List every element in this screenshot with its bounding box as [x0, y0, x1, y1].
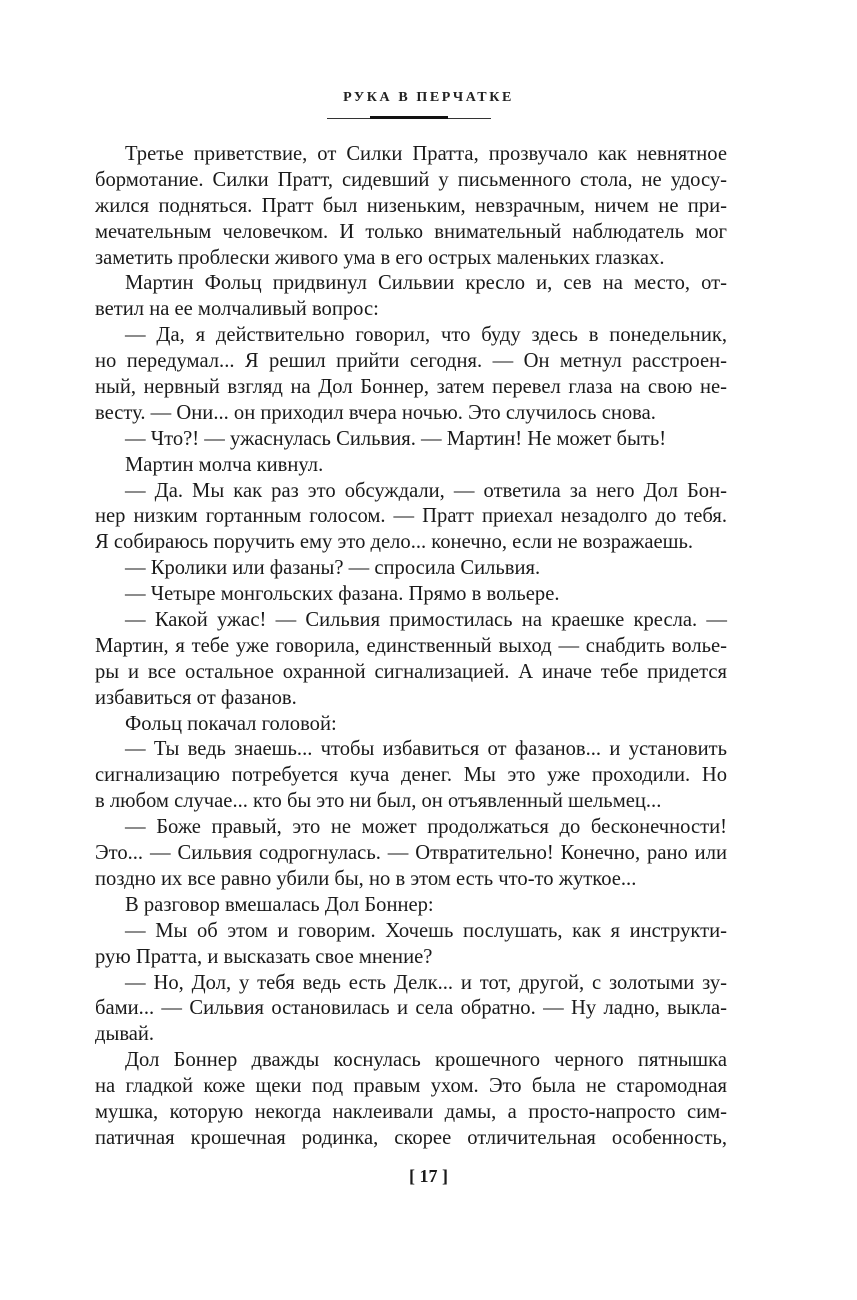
text-line: — Боже правый, это не может продолжаться до бесконечности! — [125, 816, 727, 839]
text-line: рую Пратта, и высказать свое мнение? — [95, 945, 433, 968]
text-line: заметить проблески живого ума в его острых маленьких глазках. — [95, 246, 665, 269]
page-number: [ 17 ] — [409, 1166, 448, 1186]
text-line: мушка, которую некогда наклеивали дамы, а просто-напросто сим- — [95, 1100, 727, 1123]
text-line: — Что?! — ужаснулась Сильвия. — Мартин! Не может быть! — [125, 427, 667, 450]
text-line: но передумал... Я решил прийти сегодня. — Он метнул расстроен- — [95, 350, 727, 373]
text-line: — Мы об этом и говорим. Хочешь послушать, как я инструкти- — [125, 919, 727, 942]
text-line: — Да. Мы как раз это обсуждали, — ответила за него Дол Бон- — [125, 479, 727, 502]
text-line: Это... — Сильвия содрогнулась. — Отвратительно! Конечно, рано или — [95, 842, 727, 865]
text-line: бормотание. Силки Пратт, сидевший у письменного стола, не удосу- — [95, 168, 727, 191]
text-line: Третье приветствие, от Силки Пратта, прозвучало как невнятное — [125, 143, 727, 165]
text-line: на гладкой коже щеки под правым ухом. Это была не старомодная — [95, 1075, 727, 1098]
text-line: бами... — Сильвия остановилась и села обратно. — Ну ладно, выкла- — [95, 997, 727, 1020]
text-line: патичная крошечная родинка, скорее отличительная особенность, — [95, 1126, 727, 1149]
text-line: избавиться от фазанов. — [95, 686, 297, 709]
text-line: Мартин молча кивнул. — [125, 453, 324, 476]
text-line: Мартин, я тебе уже говорила, единственный выход — снабдить волье- — [95, 634, 727, 657]
text-line: Мартин Фольц придвинул Сильвии кресло и, сев на место, от- — [125, 272, 727, 295]
text-line: поздно их все равно убили бы, но в этом есть что-то жуткое... — [95, 867, 637, 890]
text-line: жился подняться. Пратт был низеньким, невзрачным, ничем не при- — [95, 194, 727, 217]
text-line: весту. — Они... он приходил вчера ночью. Это случилось снова. — [95, 401, 656, 424]
text-line: мечательным человечком. И только внимательный наблюдатель мог — [95, 220, 727, 243]
text-line: — Кролики или фазаны? — спросила Сильвия. — [125, 557, 541, 580]
text-line: — Но, Дол, у тебя ведь есть Делк... и тот, другой, с золотыми зу- — [125, 971, 727, 994]
text-line: Дол Боннер дважды коснулась крошечного черного пятнышка — [125, 1049, 727, 1072]
body-text — [95, 142, 727, 1152]
text-line: дывай. — [95, 1023, 155, 1046]
text-line: ный, нервный взгляд на Дол Боннер, затем перевел глаза на свою не- — [95, 376, 727, 399]
text-line: сигнализацию потребуется куча денег. Мы это уже проходили. Но — [95, 764, 727, 787]
text-line: — Ты ведь знаешь... чтобы избавиться от фазанов... и установить — [125, 738, 727, 761]
text-line: нер низким гортанным голосом. — Пратт приехал незадолго до тебя. — [95, 505, 727, 528]
running-head-rule-accent — [370, 116, 448, 119]
text-line: Фольц покачал головой: — [125, 712, 337, 735]
running-head — [0, 86, 857, 106]
text-line: Я собираюсь поручить ему это дело... конечно, если не возражаешь. — [95, 531, 694, 554]
running-head-title: РУКА В ПЕРЧАТКЕ — [343, 90, 514, 105]
text-line: ветил на ее молчаливый вопрос: — [95, 298, 379, 321]
text-line: — Какой ужас! — Сильвия примостилась на краешке кресла. — — [125, 609, 727, 632]
text-line: В разговор вмешалась Дол Боннер: — [125, 893, 434, 916]
text-line: в любом случае... кто бы это ни был, он отъявленный шельмец... — [95, 790, 662, 813]
text-line: — Да, я действительно говорил, что буду здесь в понедельник, — [125, 324, 727, 347]
text-line: ры и все остальное охранной сигнализацией. А иначе тебе придется — [95, 660, 727, 683]
text-line: — Четыре монгольских фазана. Прямо в вольере. — [125, 583, 560, 606]
